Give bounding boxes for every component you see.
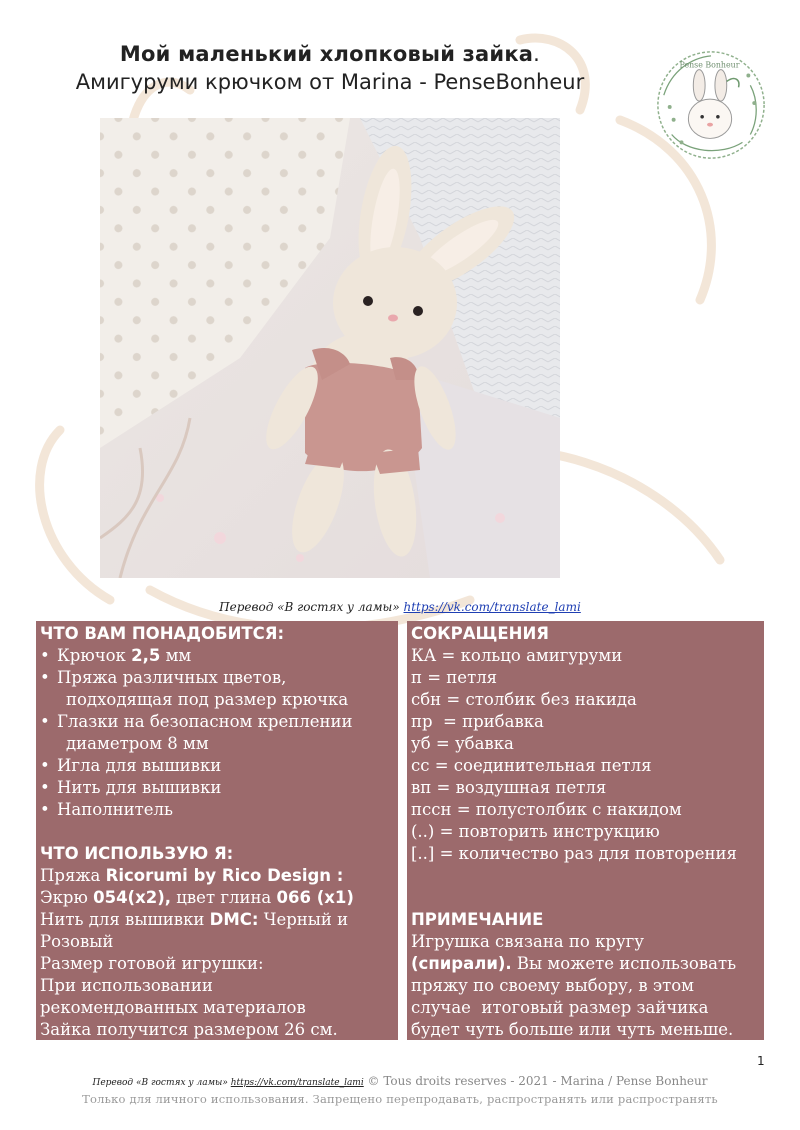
abbr-item: сбн = столбик без накида — [411, 690, 637, 709]
list-item: • Игла для вышивки — [40, 756, 222, 775]
abbr-item: уб = убавка — [411, 734, 514, 753]
footer-notice: Только для личного использования. Запрещено перепродавать, распространять или распространять — [82, 1092, 718, 1106]
footer-credit: Перевод «В гостях у ламы» https://vk.com/translate_lami © Tous droits reserves - 2021 - Marina / Pense Bonheur — [92, 1074, 708, 1088]
materials-panel — [36, 621, 398, 1040]
abbr-item: пссн = полустолбик с накидом — [411, 800, 682, 819]
list-item: • Наполнитель — [40, 800, 173, 819]
size-line: Зайка получится размером 26 см. — [40, 1020, 338, 1039]
svg-text:Pense Bonheur: Pense Bonheur — [679, 60, 740, 70]
materials-heading: ЧТО ВАМ ПОНАДОБИТСЯ: — [40, 624, 285, 643]
abbr-item: КА = кольцо амигуруми — [411, 646, 623, 665]
yarn-line: Пряжа Ricorumi by Rico Design : — [40, 866, 344, 885]
translation-credit: Перевод «В гостях у ламы» https://vk.com/translate_lami — [219, 600, 581, 614]
color-line: Экрю 054(x2), цвет глина 066 (x1) — [40, 888, 354, 907]
list-item: • Пряжа различных цветов, — [40, 668, 287, 687]
translation-link[interactable]: https://vk.com/translate_lami — [403, 600, 581, 614]
list-item-continuation: диаметром 8 мм — [66, 734, 209, 753]
note-line: случае итоговый размер зайчика — [411, 998, 709, 1017]
note-line: Игрушка связана по кругу — [411, 932, 645, 951]
abbr-item: [..] = количество раз для повторения — [411, 844, 737, 863]
abbr-item: п = петля — [411, 668, 498, 687]
thread-line: Нить для вышивки DMC: Черный и — [40, 910, 349, 929]
size-line: Размер готовой игрушки: — [40, 954, 264, 973]
note-heading: ПРИМЕЧАНИЕ — [411, 910, 544, 929]
note-line: пряжу по своему выбору, в этом — [411, 976, 695, 995]
note-line: будет чуть больше или чуть меньше. — [411, 1020, 734, 1039]
abbreviations-panel — [407, 621, 764, 1040]
thread-line-cont: Розовый — [40, 932, 114, 951]
footer-link[interactable]: https://vk.com/translate_lami — [230, 1078, 364, 1088]
pense-bonheur-logo-icon — [652, 46, 770, 164]
list-item: • Глазки на безопасном креплении — [40, 712, 353, 731]
list-item: • Нить для вышивки — [40, 778, 222, 797]
abbr-item: вп = воздушная петля — [411, 778, 607, 797]
page-title: Мой маленький хлопковый зайка. — [119, 42, 541, 66]
abbr-item: (..) = повторить инструкцию — [411, 822, 660, 841]
abbreviations-heading: СОКРАЩЕНИЯ — [411, 624, 549, 643]
size-line: рекомендованных материалов — [40, 998, 306, 1017]
page-number: 1 — [757, 1054, 765, 1068]
abbr-item: пр = прибавка — [411, 712, 544, 731]
note-line: (спирали). Вы можете использовать — [411, 954, 737, 973]
size-line: При использовании — [40, 976, 213, 995]
list-item: • Крючок 2,5 мм — [40, 646, 192, 665]
abbr-item: сс = соединительная петля — [411, 756, 652, 775]
list-item-continuation: подходящая под размер крючка — [66, 690, 349, 709]
crochet-bunny-photo — [100, 118, 560, 578]
page-subtitle: Амигуруми крючком от Marina - PenseBonheur — [75, 70, 585, 94]
my-materials-heading: ЧТО ИСПОЛЬЗУЮ Я: — [40, 844, 234, 863]
